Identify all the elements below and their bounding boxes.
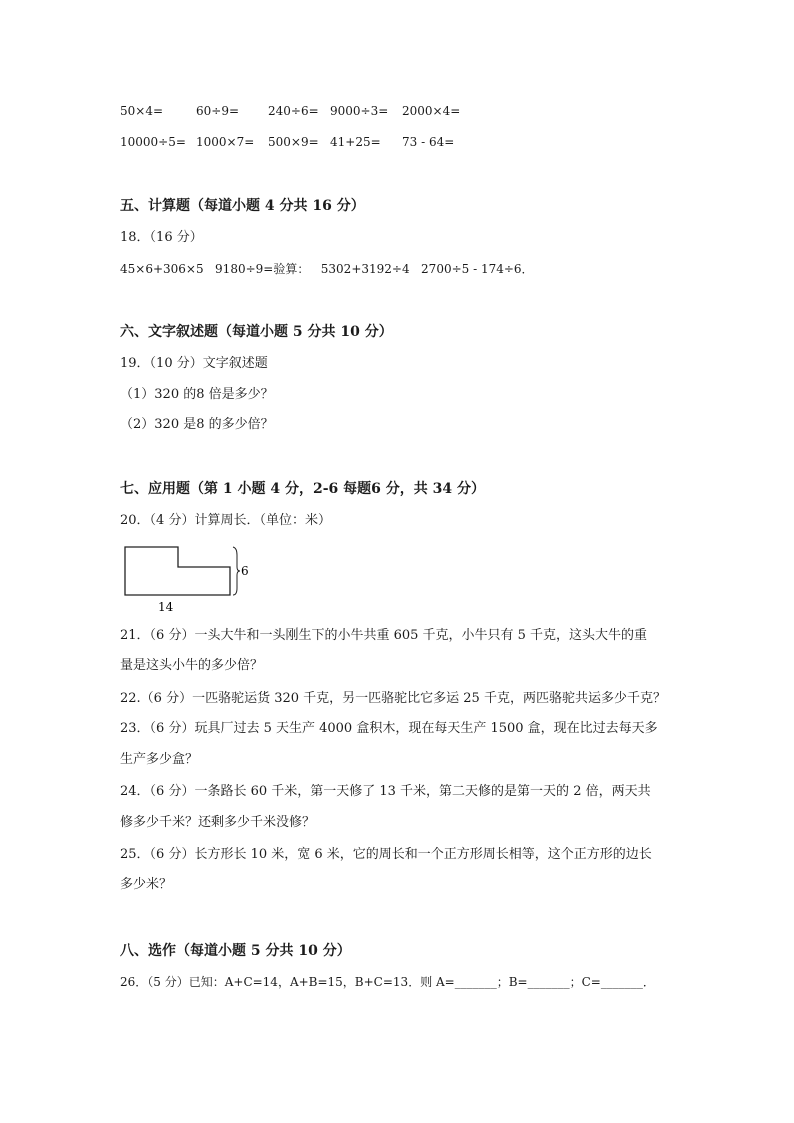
bottom-length-label: 14 [158,600,174,614]
equation: 500×9= [268,135,319,149]
question-21-line-2: 量是这头小牛的多少倍？ [120,658,264,673]
equation: 9000÷3= [330,104,389,118]
perimeter-figure [120,543,250,615]
section-8-heading: 八、选作（每道小题 5 分共 10 分） [120,943,351,959]
equation: 10000÷5= [120,135,186,149]
question-25-line-2: 多少米？ [120,877,173,892]
section-7-heading: 七、应用题（第 1 小题 4 分，2-6 每题6 分，共 34 分） [120,481,485,497]
question-18: 18．（16 分） [120,230,203,245]
question-25-line-1: 25．（6 分）长方形长 10 米，宽 6 米，它的周长和一个正方形周长相等，这个正方形的边长 [120,847,652,862]
equation: 60÷9= [196,104,240,118]
question-24-line-1: 24．（6 分）一条路长 60 千米，第一天修了 13 千米，第二天修的是第一天的 2 倍，两天共 [120,784,651,799]
question-18-items: 45×6+306×5 9180÷9=验算： 5302+3192÷4 2700÷5 - 174÷6． [120,262,534,276]
question-21-line-1: 21．（6 分）一头大牛和一头刚生下的小牛共重 605 千克，小牛只有 5 千克，这头大牛的重 [120,628,648,643]
question-22: 22.（6 分）一匹骆驼运货 320 千克，另一匹骆驼比它多运 25 千克，两匹骆驼共运多少千克？ [120,691,666,706]
section-5-heading: 五、计算题（每道小题 4 分共 16 分） [120,198,365,214]
question-23-line-2: 生产多少盒？ [120,752,199,767]
question-20: 20．（4 分）计算周长．（单位：米） [120,513,331,528]
side-brace [233,547,240,595]
question-23-line-1: 23．（6 分）玩具厂过去 5 天生产 4000 盒积木，现在每天生产 1500 盒，现在比过去每天多 [120,721,658,736]
l-shape-outline [125,547,230,595]
equation: 2000×4= [402,104,461,118]
equation: 1000×7= [196,135,255,149]
side-length-label: 6 [241,564,249,578]
question-24-line-2: 修多少千米？还剩多少千米没修？ [120,815,316,830]
question-19: 19．（10 分）文字叙述题 [120,356,268,371]
question-19-part-2: （2）320 是8 的多少倍？ [120,417,274,432]
equation: 41+25= [330,135,381,149]
equation: 240÷6= [268,104,319,118]
equation: 50×4= [120,104,164,118]
question-19-part-1: （1）320 的8 倍是多少？ [120,387,274,402]
question-26: 26．（5 分）已知：A+C=14，A+B=15，B+C=13．则 A=_______；B=_______；C=_______． [120,975,655,989]
equation: 73 - 64= [402,135,455,149]
section-6-heading: 六、文字叙述题（每道小题 5 分共 10 分） [120,324,393,340]
